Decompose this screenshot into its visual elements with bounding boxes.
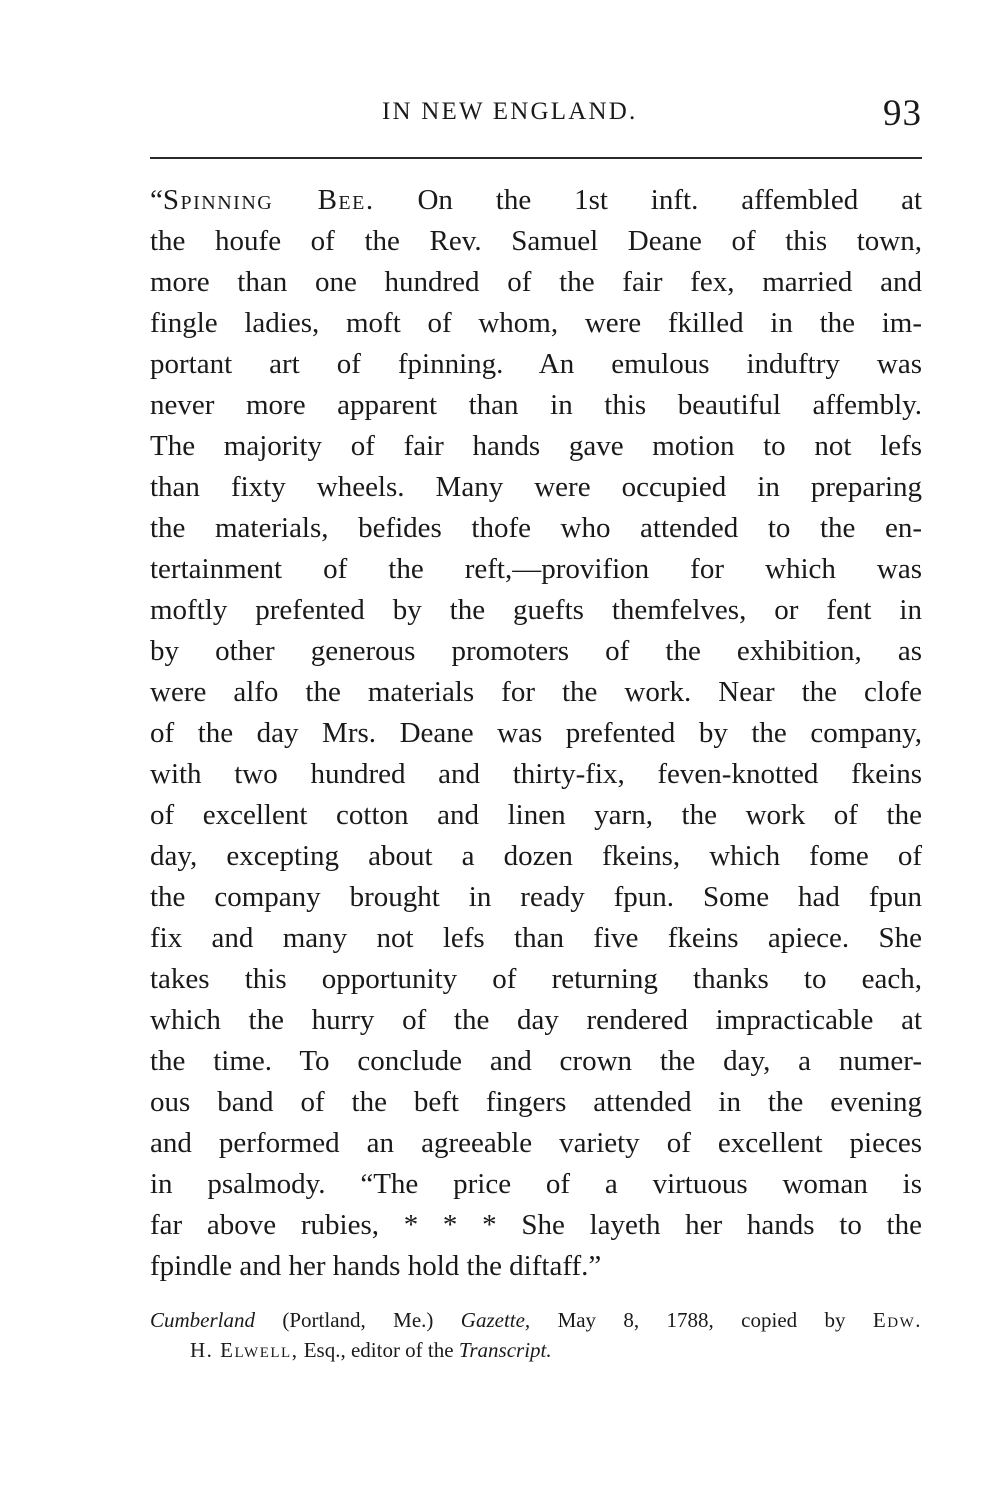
- citation-name-1: Edw.: [872, 1308, 922, 1332]
- header-rule: [150, 157, 922, 159]
- citation-place: (Portland, Me.): [255, 1308, 461, 1332]
- text-line-16: of excellent cotton and linen yarn, the work of the: [150, 799, 922, 831]
- text-line-17: day, excepting about a dozen fkeins, which fome of: [150, 840, 922, 872]
- text-line-19: fix and many not lefs than five fkeins apiece. She: [150, 922, 922, 954]
- text-line-11: moftly prefented by the guefts themfelves, or fent in: [150, 594, 922, 626]
- text-line-9: the materials, befides thofe who attended to the en-: [150, 512, 922, 544]
- text-line-10: tertainment of the reft,—provifion for which was: [150, 553, 922, 585]
- text-line-23: ous band of the beft fingers attended in the evening: [150, 1086, 922, 1118]
- citation-source: Cumberland: [150, 1308, 255, 1332]
- text-line-4: fingle ladies, moft of whom, were fkilled in the im-: [150, 307, 922, 339]
- text-line-6: never more apparent than in this beautiful affembly.: [150, 389, 922, 421]
- running-title: IN NEW ENGLAND.: [382, 98, 638, 125]
- text-line-27: fpindle and her hands hold the diftaff.”: [150, 1250, 602, 1282]
- citation-line-1: [150, 1305, 922, 1335]
- text-line-24: and performed an agreeable variety of excellent pieces: [150, 1127, 922, 1159]
- text-line-1: [150, 180, 922, 221]
- text-line-12: by other generous promoters of the exhibition, as: [150, 635, 922, 667]
- text-line-5: portant art of fpinning. An emulous induftry was: [150, 348, 922, 380]
- text-line-7: The majority of fair hands gave motion to not lefs: [150, 430, 922, 462]
- citation-name-2: H. Elwell,: [190, 1338, 299, 1362]
- text-line-21: which the hurry of the day rendered impracticable at: [150, 1004, 922, 1036]
- text-line-22: the time. To conclude and crown the day, a numer-: [150, 1045, 922, 1077]
- text-line-13: were alfo the materials for the work. Near the clofe: [150, 676, 922, 708]
- line-1-rest: On the 1st inft. affembled at: [374, 184, 923, 216]
- text-line-25: in psalmody. “The price of a virtuous woman is: [150, 1168, 922, 1200]
- citation-suffix: Esq., editor of the: [298, 1338, 459, 1362]
- body-text: [150, 180, 922, 1287]
- text-line-18: the company brought in ready fpun. Some had fpun: [150, 881, 922, 913]
- text-line-20: takes this opportunity of returning thanks to each,: [150, 963, 922, 995]
- page-number: 93: [883, 93, 922, 134]
- text-line-14: of the day Mrs. Deane was prefented by the company,: [150, 717, 922, 749]
- text-line-15: with two hundred and thirty-fix, feven-knotted fkeins: [150, 758, 922, 790]
- citation-paper: Gazette,: [460, 1308, 531, 1332]
- citation-date: May 8, 1788, copied by: [530, 1308, 873, 1332]
- text-line-3: more than one hundred of the fair fex, married and: [150, 266, 922, 298]
- opening-quote-mark: “: [150, 184, 163, 216]
- lead-caps: Spinning Bee.: [162, 184, 375, 216]
- citation-transcript: Transcript.: [458, 1338, 552, 1362]
- text-line-8: than fixty wheels. Many were occupied in preparing: [150, 471, 922, 503]
- citation-line-2: [150, 1335, 922, 1365]
- citation: [150, 1305, 922, 1365]
- text-line-2: the houfe of the Rev. Samuel Deane of this town,: [150, 225, 922, 257]
- text-line-26: far above rubies, * * * She layeth her hands to the: [150, 1209, 922, 1241]
- running-head: [150, 92, 922, 142]
